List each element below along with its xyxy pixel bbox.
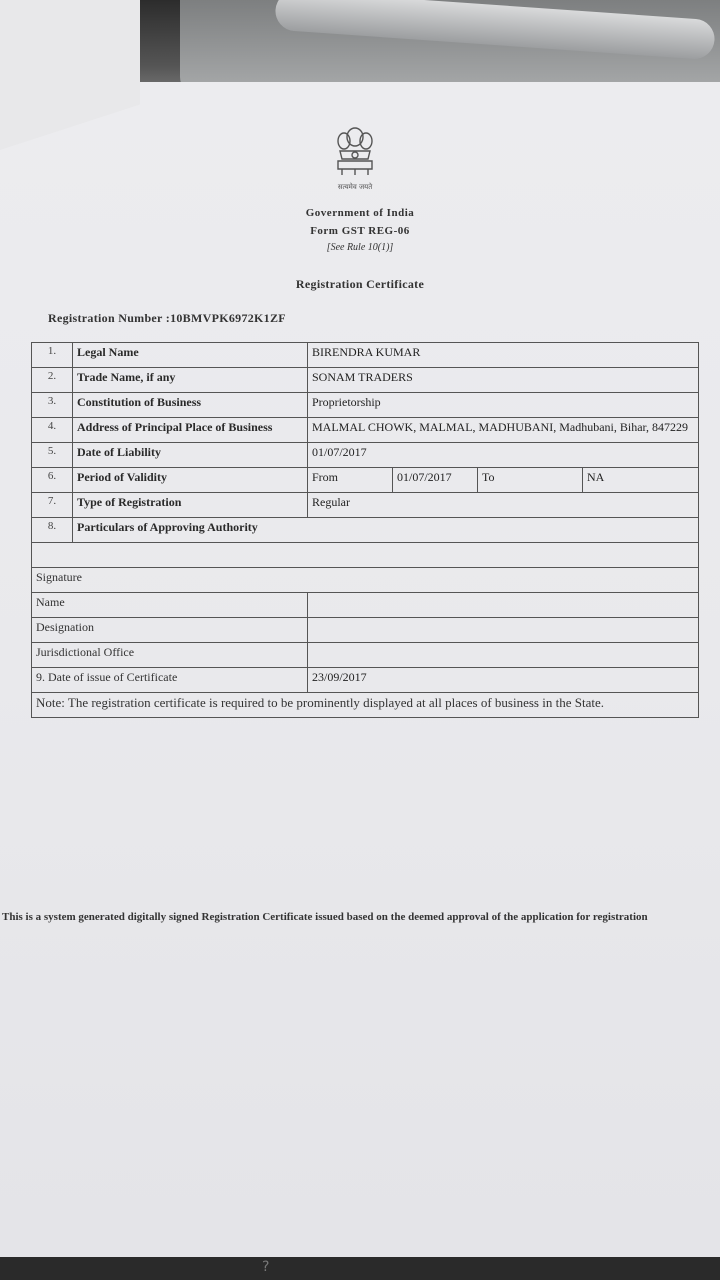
table-row <box>32 393 699 418</box>
row-number: 8. <box>32 518 73 543</box>
table-row <box>32 443 699 468</box>
validity-to-date: NA <box>583 468 699 493</box>
validity-to-label: To <box>478 468 583 493</box>
office-label: Jurisdictional Office <box>32 643 308 668</box>
row-number: 7. <box>32 493 73 518</box>
signature-row <box>32 568 699 593</box>
row-number: 6. <box>32 468 73 493</box>
row-number: 4. <box>32 418 73 443</box>
table-row <box>32 518 699 543</box>
validity-from-label: From <box>308 468 393 493</box>
registration-number-value: 10BMVPK6972K1ZF <box>170 311 286 325</box>
row-label: Legal Name <box>73 343 308 368</box>
row-label: Particulars of Approving Authority <box>73 518 699 543</box>
row-value: 01/07/2017 <box>308 443 699 468</box>
note-row <box>32 693 699 718</box>
table-row <box>32 418 699 443</box>
office-row <box>32 643 699 668</box>
table-row <box>32 368 699 393</box>
name-value <box>308 593 699 618</box>
blank-row <box>32 543 699 568</box>
row-value: Proprietorship <box>308 393 699 418</box>
table-row <box>32 343 699 368</box>
row-number: 1. <box>32 343 73 368</box>
header-rule: [See Rule 10(1)] <box>326 242 394 253</box>
designation-value <box>308 618 699 643</box>
row-label: Period of Validity <box>73 468 308 493</box>
table-row <box>32 543 699 568</box>
national-emblem-icon <box>332 125 378 183</box>
row-label: Trade Name, if any <box>73 368 308 393</box>
row-label: Constitution of Business <box>73 393 308 418</box>
issue-date-label: 9. Date of issue of Certificate <box>32 668 308 693</box>
row-number: 2. <box>32 368 73 393</box>
row-label: Type of Registration <box>73 493 308 518</box>
row-number: 3. <box>32 393 73 418</box>
issue-date-row <box>32 668 699 693</box>
header-form: Form GST REG-06 <box>310 225 410 237</box>
signature-label: Signature <box>32 568 699 593</box>
designation-label: Designation <box>32 618 308 643</box>
row-label: Date of Liability <box>73 443 308 468</box>
row-number: 5. <box>32 443 73 468</box>
desk-bottom <box>0 1255 720 1280</box>
table-row <box>32 493 699 518</box>
row-label: Address of Principal Place of Business <box>73 418 308 443</box>
footer-note: This is a system generated digitally signed Registration Certificate issued based on the deemed approval of the application for registration <box>2 911 648 923</box>
registration-number-line <box>48 311 286 326</box>
note-text: Note: The registration certificate is required to be prominently displayed at all places of business in the State. <box>32 693 699 718</box>
issue-date-value: 23/09/2017 <box>308 668 699 693</box>
row-value: SONAM TRADERS <box>308 368 699 393</box>
designation-row <box>32 618 699 643</box>
certificate-title: Registration Certificate <box>295 277 425 291</box>
name-row <box>32 593 699 618</box>
registration-number-label: Registration Number : <box>48 311 171 325</box>
name-label: Name <box>32 593 308 618</box>
row-value: BIRENDRA KUMAR <box>308 343 699 368</box>
office-value <box>308 643 699 668</box>
header-government: Government of India <box>305 207 415 219</box>
keyboard-key: ? <box>262 1259 270 1275</box>
row-value: MALMAL CHOWK, MALMAL, MADHUBANI, Madhubani, Bihar, 847229 <box>308 418 699 443</box>
validity-from-date: 01/07/2017 <box>393 468 478 493</box>
certificate-table <box>31 342 699 718</box>
row-value: Regular <box>308 493 699 518</box>
emblem-motto: सत्यमेव जयते <box>337 183 373 191</box>
table-row <box>32 468 699 493</box>
